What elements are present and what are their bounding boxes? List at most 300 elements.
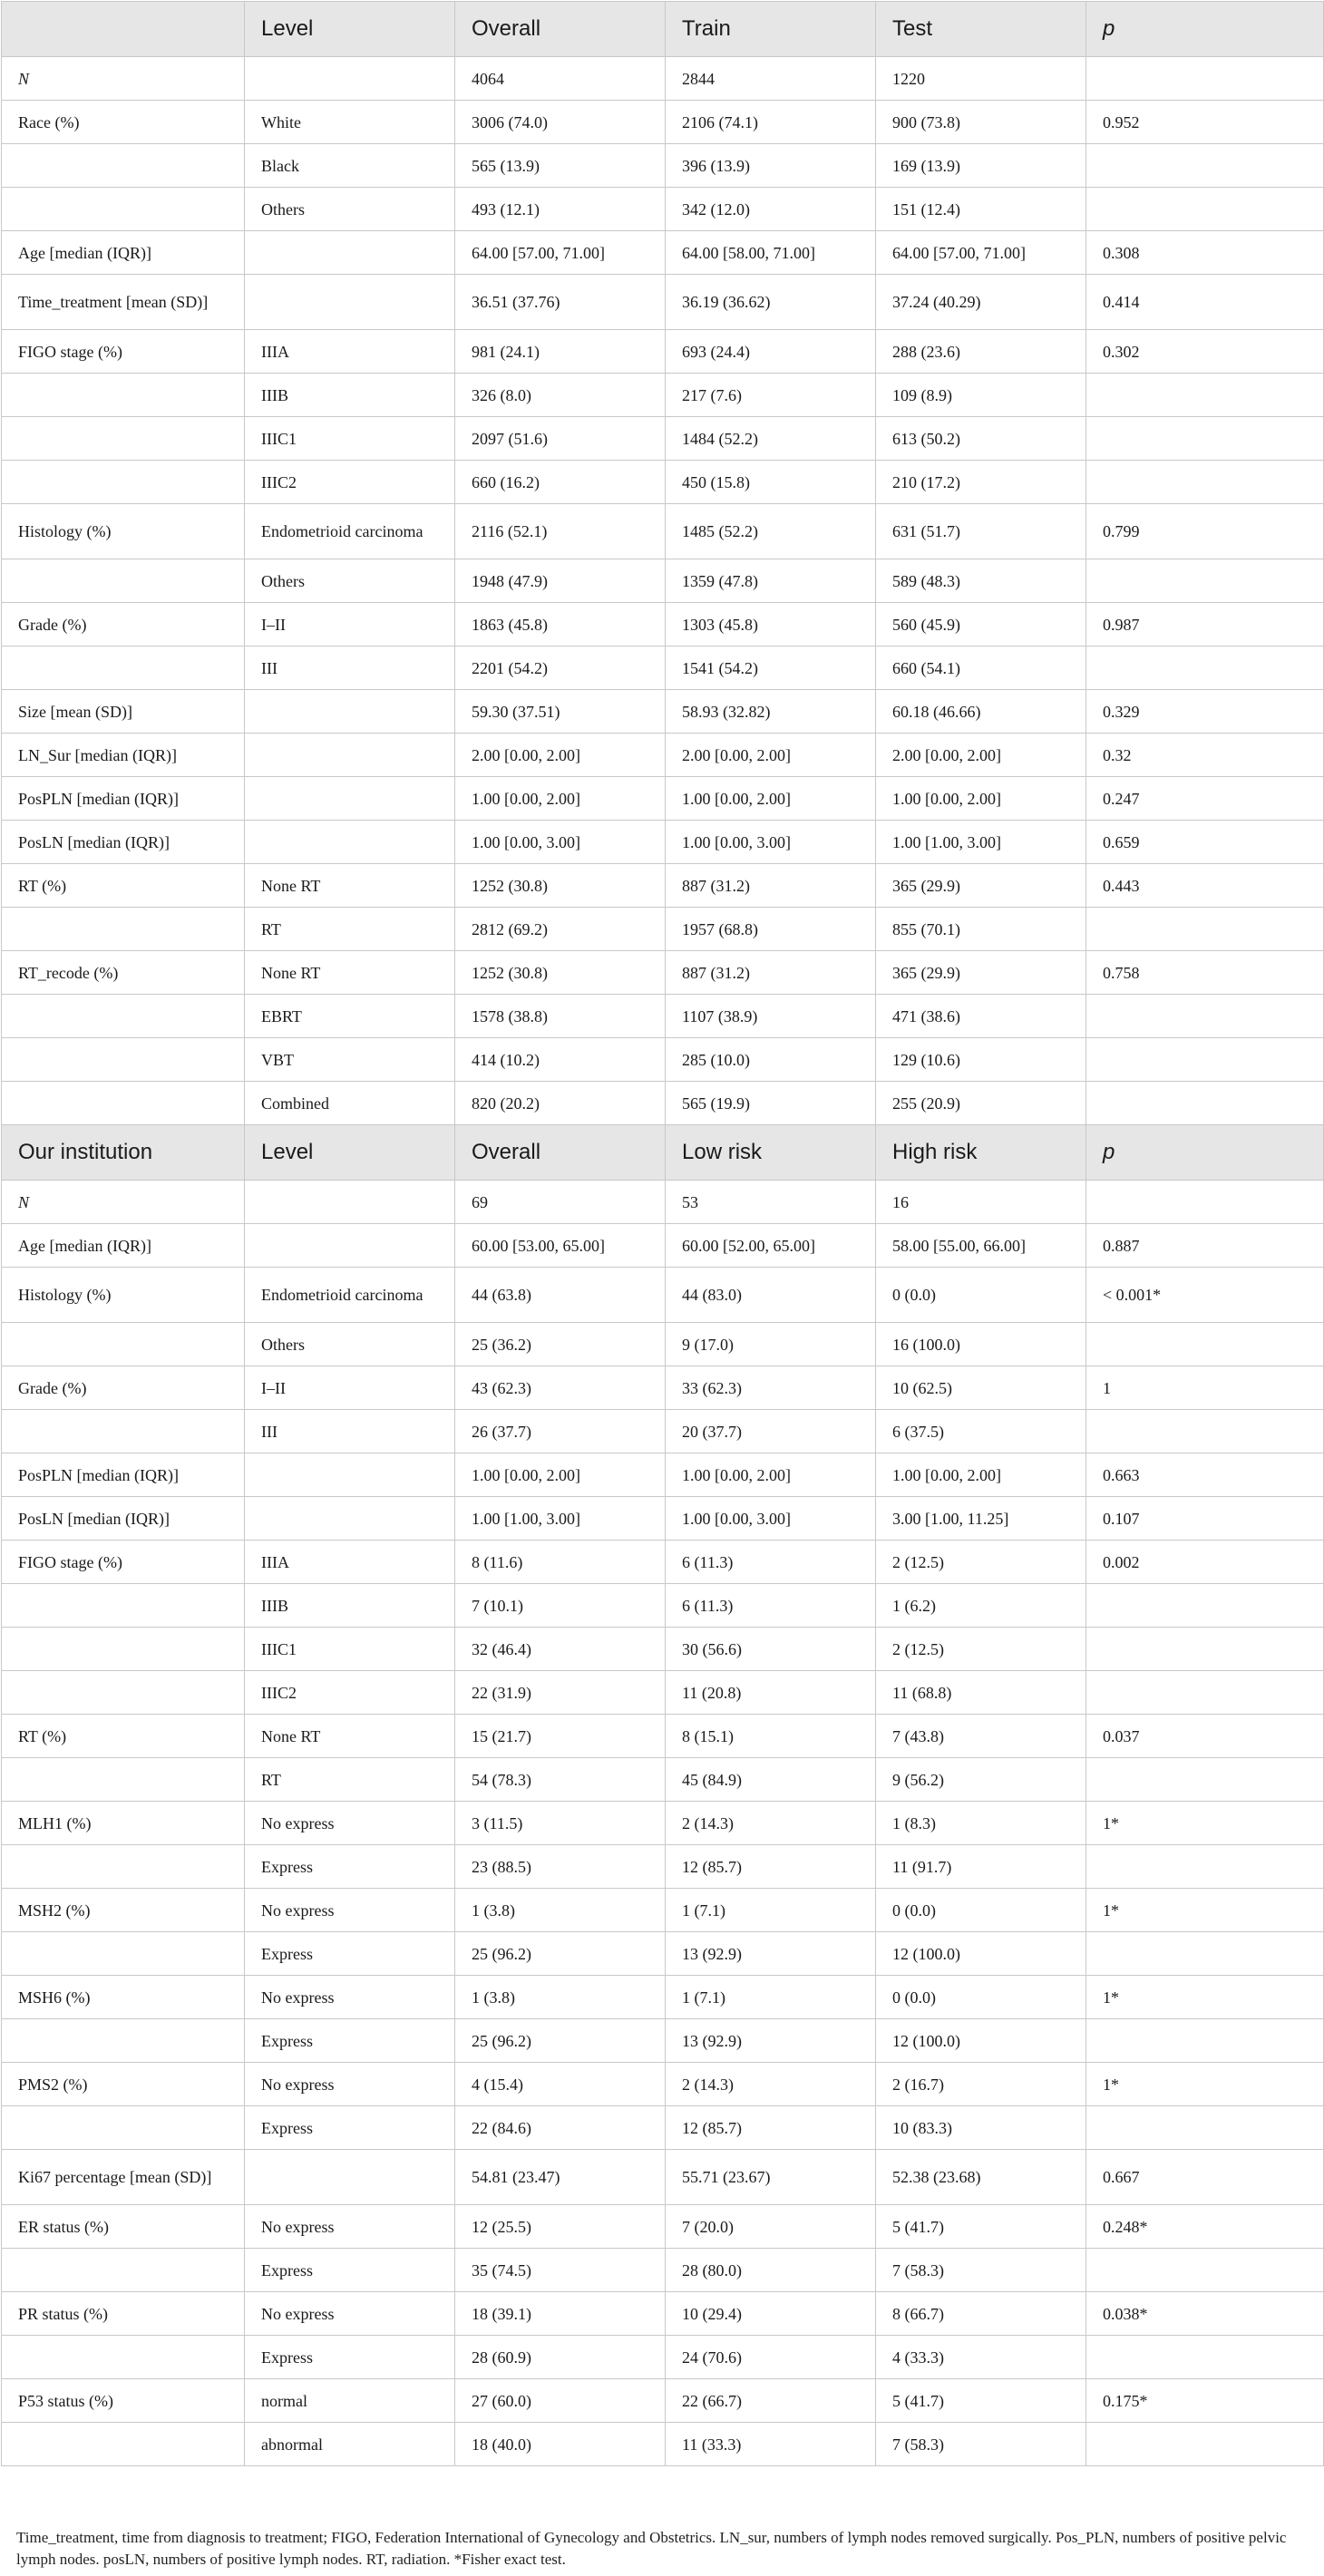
- table-cell: FIGO stage (%): [2, 1541, 245, 1584]
- table-cell: 0.308: [1086, 231, 1324, 275]
- table-cell: 288 (23.6): [876, 330, 1086, 374]
- table-cell: Express: [245, 2336, 455, 2379]
- table-cell: 0.987: [1086, 603, 1324, 646]
- table-cell: 60.18 (46.66): [876, 690, 1086, 734]
- table-cell: [1086, 1082, 1324, 1125]
- table-cell: Histology (%): [2, 1268, 245, 1323]
- table-cell: 12 (85.7): [666, 1845, 876, 1889]
- table-cell: [245, 1453, 455, 1497]
- table-cell: 1 (7.1): [666, 1889, 876, 1932]
- table-row: [2, 101, 1324, 144]
- table-cell: 44 (83.0): [666, 1268, 876, 1323]
- table-cell: 0.414: [1086, 275, 1324, 330]
- table-cell: MSH6 (%): [2, 1976, 245, 2019]
- table-row: [2, 1410, 1324, 1453]
- table-cell: normal: [245, 2379, 455, 2423]
- table-cell: 0.799: [1086, 504, 1324, 559]
- table-cell: FIGO stage (%): [2, 330, 245, 374]
- table-cell: PosLN [median (IQR)]: [2, 1497, 245, 1541]
- table-cell: None RT: [245, 864, 455, 908]
- table-cell: 255 (20.9): [876, 1082, 1086, 1125]
- table-cell: 1957 (68.8): [666, 908, 876, 951]
- table-cell: 0 (0.0): [876, 1889, 1086, 1932]
- table-cell: [1086, 374, 1324, 417]
- table-cell: I–II: [245, 603, 455, 646]
- table-cell: [1086, 1845, 1324, 1889]
- table-cell: [1086, 188, 1324, 231]
- table-row: [2, 2019, 1324, 2063]
- column-header: Level: [245, 1125, 455, 1181]
- table-cell: 0.107: [1086, 1497, 1324, 1541]
- table-cell: 5 (41.7): [876, 2205, 1086, 2249]
- column-header: Test: [876, 2, 1086, 57]
- table-cell: 565 (13.9): [455, 144, 666, 188]
- table-row: [2, 1758, 1324, 1802]
- table-cell: 22 (84.6): [455, 2106, 666, 2150]
- table-cell: [245, 275, 455, 330]
- table-cell: 151 (12.4): [876, 188, 1086, 231]
- table-cell: 820 (20.2): [455, 1082, 666, 1125]
- table-cell: [1086, 1038, 1324, 1082]
- table-cell: 1.00 [0.00, 2.00]: [666, 1453, 876, 1497]
- table-cell: 36.51 (37.76): [455, 275, 666, 330]
- table-cell: 2 (14.3): [666, 2063, 876, 2106]
- table-cell: III: [245, 646, 455, 690]
- table-row: [2, 374, 1324, 417]
- column-header: Low risk: [666, 1125, 876, 1181]
- table-cell: 0.038*: [1086, 2292, 1324, 2336]
- table-cell: Race (%): [2, 101, 245, 144]
- table-cell: 25 (96.2): [455, 1932, 666, 1976]
- table-cell: IIIC1: [245, 1628, 455, 1671]
- section1-header-row: [2, 2, 1324, 57]
- table-cell: 11 (33.3): [666, 2423, 876, 2466]
- table-cell: 1 (7.1): [666, 1976, 876, 2019]
- table-cell: 855 (70.1): [876, 908, 1086, 951]
- table-cell: 20 (37.7): [666, 1410, 876, 1453]
- table-row: [2, 1976, 1324, 2019]
- table-cell: 28 (80.0): [666, 2249, 876, 2292]
- table-cell: EBRT: [245, 995, 455, 1038]
- table-cell: 64.00 [58.00, 71.00]: [666, 231, 876, 275]
- table-row: [2, 995, 1324, 1038]
- table-row: [2, 864, 1324, 908]
- table-cell: 2812 (69.2): [455, 908, 666, 951]
- table-cell: Express: [245, 2019, 455, 2063]
- table-cell: [1086, 1932, 1324, 1976]
- table-cell: I–II: [245, 1366, 455, 1410]
- table-cell: Size [mean (SD)]: [2, 690, 245, 734]
- table-cell: 0.037: [1086, 1715, 1324, 1758]
- table-cell: [1086, 1758, 1324, 1802]
- table-cell: 2.00 [0.00, 2.00]: [455, 734, 666, 777]
- table-row: [2, 603, 1324, 646]
- table-cell: 900 (73.8): [876, 101, 1086, 144]
- table-cell: Combined: [245, 1082, 455, 1125]
- table-cell: 0.667: [1086, 2150, 1324, 2205]
- table-cell: 129 (10.6): [876, 1038, 1086, 1082]
- table-cell: 10 (29.4): [666, 2292, 876, 2336]
- table-cell: 1 (8.3): [876, 1802, 1086, 1845]
- table-cell: 64.00 [57.00, 71.00]: [455, 231, 666, 275]
- table-cell: 6 (37.5): [876, 1410, 1086, 1453]
- table-cell: 589 (48.3): [876, 559, 1086, 603]
- table-cell: 2 (12.5): [876, 1541, 1086, 1584]
- table-cell: [1086, 2106, 1324, 2150]
- table-footnote: Time_treatment, time from diagnosis to treatment; FIGO, Federation International of Gynecology and Obstetrics. LN_sur, numbers of lymph nodes removed surgically. Pos_PLN, numbers of positive pelvic lymph nodes. posLN, numbers of positive lymph nodes. RT, radiation. *Fisher exact test.: [16, 2529, 1287, 2568]
- table-cell: 54.81 (23.47): [455, 2150, 666, 2205]
- table-row: [2, 1628, 1324, 1671]
- table-cell: [1086, 646, 1324, 690]
- table-cell: 0.248*: [1086, 2205, 1324, 2249]
- table-cell: [2, 2423, 245, 2466]
- table-cell: Express: [245, 2106, 455, 2150]
- table-cell: [245, 2150, 455, 2205]
- table-cell: 981 (24.1): [455, 330, 666, 374]
- table-row: [2, 951, 1324, 995]
- table-cell: 45 (84.9): [666, 1758, 876, 1802]
- table-cell: Ki67 percentage [mean (SD)]: [2, 2150, 245, 2205]
- table-cell: IIIB: [245, 374, 455, 417]
- table-cell: 365 (29.9): [876, 864, 1086, 908]
- table-cell: [1086, 1410, 1324, 1453]
- table-cell: [1086, 1584, 1324, 1628]
- table-cell: Age [median (IQR)]: [2, 231, 245, 275]
- table-cell: [2, 1671, 245, 1715]
- table-cell: 22 (31.9): [455, 1671, 666, 1715]
- table-cell: 11 (68.8): [876, 1671, 1086, 1715]
- table-cell: RT (%): [2, 1715, 245, 1758]
- table-row: [2, 1082, 1324, 1125]
- column-header: Overall: [455, 1125, 666, 1181]
- table-cell: No express: [245, 2063, 455, 2106]
- table-cell: No express: [245, 2205, 455, 2249]
- table-cell: 0.659: [1086, 821, 1324, 864]
- table-cell: 565 (19.9): [666, 1082, 876, 1125]
- table-row: [2, 777, 1324, 821]
- table-cell: 5 (41.7): [876, 2379, 1086, 2423]
- table-cell: IIIC2: [245, 461, 455, 504]
- table-row: [2, 1715, 1324, 1758]
- table-cell: [245, 777, 455, 821]
- table-cell: 33 (62.3): [666, 1366, 876, 1410]
- table-cell: 3.00 [1.00, 11.25]: [876, 1497, 1086, 1541]
- table-cell: 414 (10.2): [455, 1038, 666, 1082]
- table-cell: 69: [455, 1181, 666, 1224]
- table-cell: Others: [245, 1323, 455, 1366]
- table-cell: 60.00 [52.00, 65.00]: [666, 1224, 876, 1268]
- table-cell: 52.38 (23.68): [876, 2150, 1086, 2205]
- table-cell: Others: [245, 188, 455, 231]
- table-cell: [1086, 2423, 1324, 2466]
- table-cell: 1.00 [0.00, 2.00]: [666, 777, 876, 821]
- table-cell: [245, 734, 455, 777]
- table-row: [2, 2063, 1324, 2106]
- table-cell: III: [245, 1410, 455, 1453]
- table-cell: White: [245, 101, 455, 144]
- table-cell: RT: [245, 1758, 455, 1802]
- table-cell: 30 (56.6): [666, 1628, 876, 1671]
- table-cell: 631 (51.7): [876, 504, 1086, 559]
- table-cell: Grade (%): [2, 1366, 245, 1410]
- table-cell: No express: [245, 1976, 455, 2019]
- table-cell: [2, 995, 245, 1038]
- table-cell: 9 (17.0): [666, 1323, 876, 1366]
- table-cell: Time_treatment [mean (SD)]: [2, 275, 245, 330]
- table-cell: 9 (56.2): [876, 1758, 1086, 1802]
- table-cell: < 0.001*: [1086, 1268, 1324, 1323]
- table-cell: 0.887: [1086, 1224, 1324, 1268]
- table-cell: 1*: [1086, 2063, 1324, 2106]
- table-cell: 16 (100.0): [876, 1323, 1086, 1366]
- table-cell: VBT: [245, 1038, 455, 1082]
- table-cell: 10 (83.3): [876, 2106, 1086, 2150]
- table-cell: 450 (15.8): [666, 461, 876, 504]
- column-header: Our institution: [2, 1125, 245, 1181]
- table-cell: RT (%): [2, 864, 245, 908]
- table-cell: 24 (70.6): [666, 2336, 876, 2379]
- table-cell: 887 (31.2): [666, 951, 876, 995]
- table-cell: 1303 (45.8): [666, 603, 876, 646]
- table-cell: [1086, 2249, 1324, 2292]
- table-cell: 27 (60.0): [455, 2379, 666, 2423]
- table-cell: [2, 144, 245, 188]
- table-cell: IIIA: [245, 330, 455, 374]
- table-cell: 1.00 [0.00, 3.00]: [666, 1497, 876, 1541]
- table-cell: IIIC2: [245, 1671, 455, 1715]
- table-cell: 36.19 (36.62): [666, 275, 876, 330]
- column-header: Train: [666, 2, 876, 57]
- table-cell: ER status (%): [2, 2205, 245, 2249]
- table-cell: [2, 908, 245, 951]
- table-cell: 1578 (38.8): [455, 995, 666, 1038]
- table-row: [2, 144, 1324, 188]
- table-cell: [1086, 908, 1324, 951]
- table-row: [2, 275, 1324, 330]
- table-cell: 37.24 (40.29): [876, 275, 1086, 330]
- table-cell: 1*: [1086, 1889, 1324, 1932]
- table-cell: 365 (29.9): [876, 951, 1086, 995]
- table-cell: [2, 559, 245, 603]
- table-cell: 660 (16.2): [455, 461, 666, 504]
- table-cell: IIIB: [245, 1584, 455, 1628]
- table-cell: [1086, 417, 1324, 461]
- table-cell: 1.00 [0.00, 2.00]: [455, 1453, 666, 1497]
- table-cell: Others: [245, 559, 455, 603]
- table-cell: 471 (38.6): [876, 995, 1086, 1038]
- table-cell: [1086, 995, 1324, 1038]
- table-cell: 7 (58.3): [876, 2249, 1086, 2292]
- table-cell: PosPLN [median (IQR)]: [2, 777, 245, 821]
- table-cell: 2.00 [0.00, 2.00]: [876, 734, 1086, 777]
- table-cell: RT_recode (%): [2, 951, 245, 995]
- table-cell: None RT: [245, 1715, 455, 1758]
- table-cell: [2, 1932, 245, 1976]
- table-cell: 1: [1086, 1366, 1324, 1410]
- table-cell: 12 (25.5): [455, 2205, 666, 2249]
- table-cell: 25 (96.2): [455, 2019, 666, 2063]
- table-cell: No express: [245, 2292, 455, 2336]
- table-cell: 53: [666, 1181, 876, 1224]
- table-cell: 8 (66.7): [876, 2292, 1086, 2336]
- column-header: High risk: [876, 1125, 1086, 1181]
- table-cell: N: [2, 1181, 245, 1224]
- table-cell: PosPLN [median (IQR)]: [2, 1453, 245, 1497]
- table-cell: 59.30 (37.51): [455, 690, 666, 734]
- table-cell: IIIC1: [245, 417, 455, 461]
- table-cell: 1359 (47.8): [666, 559, 876, 603]
- table-row: [2, 1268, 1324, 1323]
- table-cell: MLH1 (%): [2, 1802, 245, 1845]
- table-cell: 44 (63.8): [455, 1268, 666, 1323]
- table-cell: Endometrioid carcinoma: [245, 1268, 455, 1323]
- table-row: [2, 908, 1324, 951]
- table-row: [2, 1497, 1324, 1541]
- table-cell: 23 (88.5): [455, 1845, 666, 1889]
- table-cell: 0.32: [1086, 734, 1324, 777]
- table-cell: 22 (66.7): [666, 2379, 876, 2423]
- table-cell: 613 (50.2): [876, 417, 1086, 461]
- table-cell: 4064: [455, 57, 666, 101]
- table-cell: P53 status (%): [2, 2379, 245, 2423]
- table-cell: [2, 188, 245, 231]
- table-row: [2, 1038, 1324, 1082]
- table-cell: 217 (7.6): [666, 374, 876, 417]
- table-cell: [2, 2249, 245, 2292]
- table-cell: 1484 (52.2): [666, 417, 876, 461]
- column-header: Overall: [455, 2, 666, 57]
- table-cell: [2, 2336, 245, 2379]
- table-cell: Express: [245, 2249, 455, 2292]
- table-cell: [1086, 2019, 1324, 2063]
- table-cell: 0.002: [1086, 1541, 1324, 1584]
- table-cell: 43 (62.3): [455, 1366, 666, 1410]
- table-cell: 8 (15.1): [666, 1715, 876, 1758]
- table-cell: 1.00 [0.00, 2.00]: [876, 777, 1086, 821]
- table-cell: [2, 461, 245, 504]
- table-row: [2, 690, 1324, 734]
- table-cell: 16: [876, 1181, 1086, 1224]
- table-cell: 169 (13.9): [876, 144, 1086, 188]
- table-row: [2, 821, 1324, 864]
- table-cell: 12 (100.0): [876, 2019, 1086, 2063]
- table-cell: [2, 1410, 245, 1453]
- table-cell: 12 (100.0): [876, 1932, 1086, 1976]
- table-row: [2, 1453, 1324, 1497]
- table-cell: 15 (21.7): [455, 1715, 666, 1758]
- table-cell: 55.71 (23.67): [666, 2150, 876, 2205]
- table-row: [2, 2106, 1324, 2150]
- table-cell: 1*: [1086, 1976, 1324, 2019]
- table-cell: [245, 821, 455, 864]
- table-row: [2, 1889, 1324, 1932]
- table-cell: 2 (14.3): [666, 1802, 876, 1845]
- table-cell: Age [median (IQR)]: [2, 1224, 245, 1268]
- table-row: [2, 2379, 1324, 2423]
- table-cell: 109 (8.9): [876, 374, 1086, 417]
- table-cell: 1252 (30.8): [455, 864, 666, 908]
- column-header: [2, 2, 245, 57]
- table-cell: [245, 1224, 455, 1268]
- table-cell: PR status (%): [2, 2292, 245, 2336]
- table-cell: 11 (20.8): [666, 1671, 876, 1715]
- table-row: [2, 2205, 1324, 2249]
- table-cell: [2, 646, 245, 690]
- table-cell: MSH2 (%): [2, 1889, 245, 1932]
- column-header: Level: [245, 2, 455, 57]
- table-cell: 0.302: [1086, 330, 1324, 374]
- table-cell: 18 (40.0): [455, 2423, 666, 2466]
- table-row: [2, 2150, 1324, 2205]
- table-cell: [1086, 461, 1324, 504]
- table-cell: 35 (74.5): [455, 2249, 666, 2292]
- table-row: [2, 57, 1324, 101]
- table-cell: abnormal: [245, 2423, 455, 2466]
- table-row: [2, 2249, 1324, 2292]
- table-cell: 396 (13.9): [666, 144, 876, 188]
- table-cell: [2, 1323, 245, 1366]
- table-cell: Histology (%): [2, 504, 245, 559]
- table-cell: RT: [245, 908, 455, 951]
- table-cell: [1086, 144, 1324, 188]
- column-header: p: [1086, 2, 1324, 57]
- table-row: [2, 734, 1324, 777]
- table-cell: [1086, 1671, 1324, 1715]
- table-cell: 25 (36.2): [455, 1323, 666, 1366]
- table-cell: 28 (60.9): [455, 2336, 666, 2379]
- table-cell: 3006 (74.0): [455, 101, 666, 144]
- table-cell: [2, 1584, 245, 1628]
- table-cell: 18 (39.1): [455, 2292, 666, 2336]
- table-row: [2, 1224, 1324, 1268]
- table-cell: 2 (12.5): [876, 1628, 1086, 1671]
- table-cell: 2844: [666, 57, 876, 101]
- table-cell: 1.00 [0.00, 3.00]: [666, 821, 876, 864]
- table-cell: [1086, 559, 1324, 603]
- table-cell: 7 (43.8): [876, 1715, 1086, 1758]
- table-row: [2, 330, 1324, 374]
- table-cell: 58.93 (32.82): [666, 690, 876, 734]
- table-cell: 0.952: [1086, 101, 1324, 144]
- table-row: [2, 1845, 1324, 1889]
- table-cell: [2, 2106, 245, 2150]
- table-cell: 26 (37.7): [455, 1410, 666, 1453]
- table-cell: 1252 (30.8): [455, 951, 666, 995]
- table-cell: [2, 374, 245, 417]
- section2-header-row: [2, 1125, 1324, 1181]
- table-cell: 660 (54.1): [876, 646, 1086, 690]
- table-cell: 1 (6.2): [876, 1584, 1086, 1628]
- table-row: [2, 1802, 1324, 1845]
- table-cell: [245, 231, 455, 275]
- table-cell: [2, 1845, 245, 1889]
- table-cell: 0.329: [1086, 690, 1324, 734]
- table-cell: 4 (33.3): [876, 2336, 1086, 2379]
- table-cell: N: [2, 57, 245, 101]
- table-row: [2, 559, 1324, 603]
- table-cell: 2.00 [0.00, 2.00]: [666, 734, 876, 777]
- table-cell: No express: [245, 1889, 455, 1932]
- table-cell: [245, 690, 455, 734]
- table-row: [2, 1541, 1324, 1584]
- table-row: [2, 2336, 1324, 2379]
- table-cell: 6 (11.3): [666, 1541, 876, 1584]
- table-cell: 1*: [1086, 1802, 1324, 1845]
- table-cell: 58.00 [55.00, 66.00]: [876, 1224, 1086, 1268]
- table-cell: 2 (16.7): [876, 2063, 1086, 2106]
- table-row: [2, 461, 1324, 504]
- table-cell: 1.00 [1.00, 3.00]: [455, 1497, 666, 1541]
